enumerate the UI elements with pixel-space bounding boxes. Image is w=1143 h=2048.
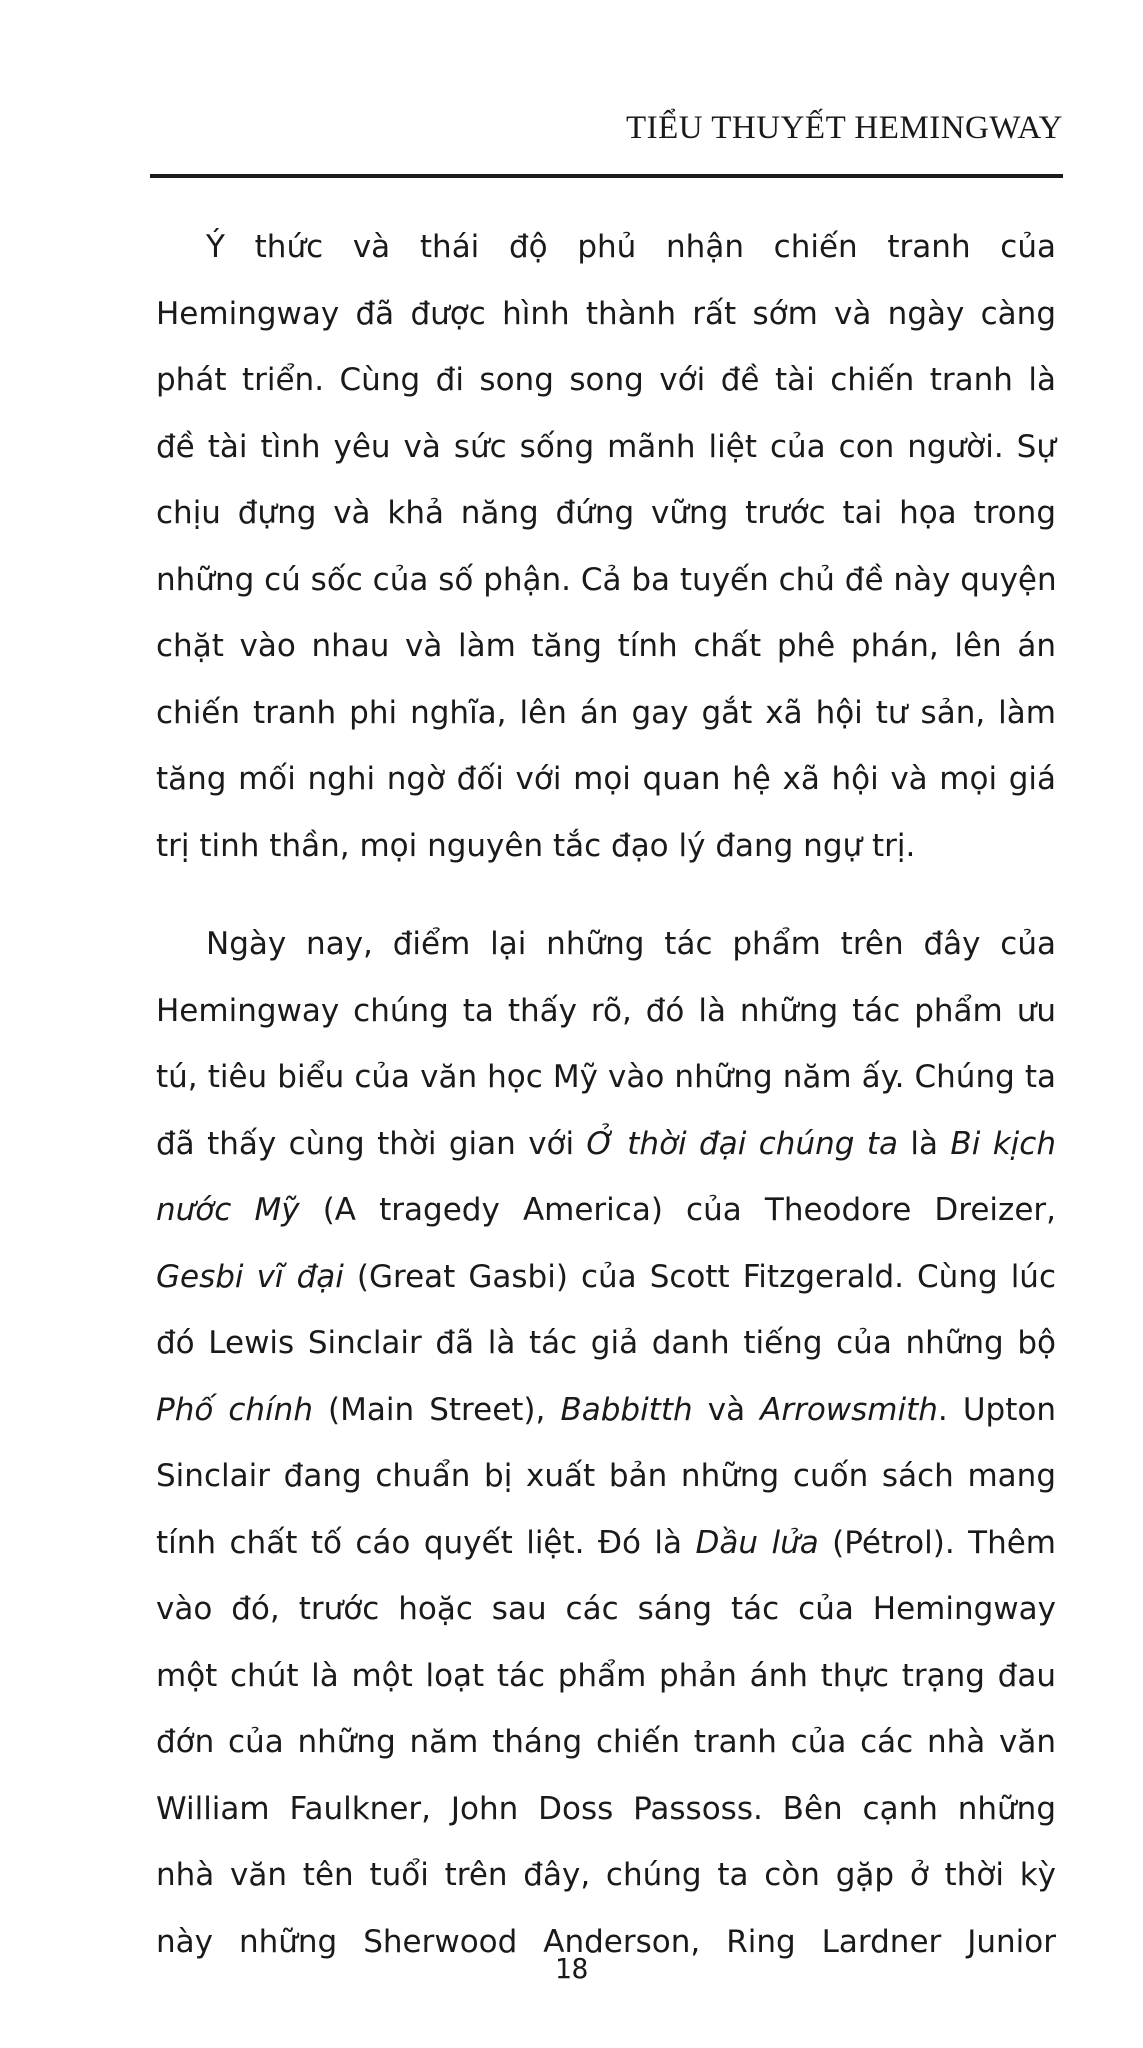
header-rule — [150, 174, 1063, 178]
text-line: tăng mối nghi ngờ đối với mọi quan hệ xã hội và mọi giá — [156, 761, 1056, 797]
book-title: Arrowsmith — [760, 1391, 938, 1428]
running-header: TIỂU THUYẾT HEMINGWAY — [625, 110, 1063, 146]
text-run: (A tragedy America) của Theodore Dreizer, — [299, 1192, 1056, 1228]
text-run: tính chất tố cáo quyết liệt. Đó là — [156, 1524, 696, 1561]
book-title: Dầu lửa — [695, 1524, 819, 1561]
text-line: Hemingway đã được hình thành rất sớm và ngày càng — [156, 295, 1056, 332]
text-line — [156, 1510, 1056, 1577]
book-title: Babbitth — [560, 1391, 693, 1428]
text-line: chiến tranh phi nghĩa, lên án gay gắt xã hội tư sản, làm — [156, 694, 1056, 731]
text-line: trị tinh thần, mọi nguyên tắc đạo lý đang ngự trị. — [156, 827, 916, 864]
book-title: Ở thời đại chúng ta — [586, 1125, 898, 1162]
text-line: Ý thức và thái độ phủ nhận chiến tranh của — [206, 229, 1056, 265]
text-line: William Faulkner, John Doss Passoss. Bên cạnh những — [156, 1790, 1056, 1827]
text-line: Hemingway chúng ta thấy rõ, đó là những tác phẩm ưu — [156, 992, 1056, 1029]
book-title: nước Mỹ — [156, 1192, 300, 1228]
text-line: Sinclair đang chuẩn bị xuất bản những cuốn sách mang — [156, 1458, 1056, 1494]
text-run: đã thấy cùng thời gian với — [156, 1125, 587, 1162]
text-line: đó Lewis Sinclair đã là tác giả danh tiếng của những bộ — [156, 1325, 1056, 1361]
text-line: vào đó, trước hoặc sau các sáng tác của Hemingway — [156, 1591, 1056, 1627]
book-title: Phố chính — [156, 1391, 313, 1428]
text-run: và — [692, 1391, 761, 1428]
text-run: (Main Street), — [312, 1391, 561, 1428]
text-line — [156, 1177, 1056, 1244]
text-run: (Pétrol). Thêm — [818, 1524, 1056, 1561]
text-line: đớn của những năm tháng chiến tranh của các nhà văn — [156, 1724, 1056, 1760]
page-number: 18 — [554, 1952, 589, 1985]
text-line: nhà văn tên tuổi trên đây, chúng ta còn gặp ở thời kỳ — [156, 1857, 1056, 1893]
text-line: Ngày nay, điểm lại những tác phẩm trên đây của — [206, 926, 1056, 962]
text-run: là — [897, 1125, 951, 1162]
text-line: phát triển. Cùng đi song song với đề tài chiến tranh là — [156, 362, 1056, 398]
paragraph-gap — [156, 879, 1056, 911]
text-line — [156, 1244, 1056, 1311]
body-text — [156, 214, 1056, 1975]
text-line: này những Sherwood Anderson, Ring Lardner Junior — [156, 1923, 1056, 1960]
book-title: Gesbi vĩ đại — [156, 1258, 344, 1295]
text-run: . Upton — [937, 1391, 1056, 1428]
text-line: chặt vào nhau và làm tăng tính chất phê phán, lên án — [156, 628, 1056, 664]
text-line — [156, 1111, 1056, 1178]
text-run: (Great Gasbi) của Scott Fitzgerald. Cùng lúc — [343, 1258, 1056, 1295]
text-line: chịu đựng và khả năng đứng vững trước tai họa trong — [156, 495, 1056, 531]
text-line: những cú sốc của số phận. Cả ba tuyến chủ đề này quyện — [156, 561, 1057, 598]
text-line: một chút là một loạt tác phẩm phản ánh thực trạng đau — [156, 1657, 1056, 1694]
book-title: Bi kịch — [950, 1125, 1056, 1162]
text-line — [156, 1377, 1056, 1444]
text-line: đề tài tình yêu và sức sống mãnh liệt của con người. Sự — [156, 428, 1056, 465]
text-line: tú, tiêu biểu của văn học Mỹ vào những năm ấy. Chúng ta — [156, 1059, 1056, 1095]
